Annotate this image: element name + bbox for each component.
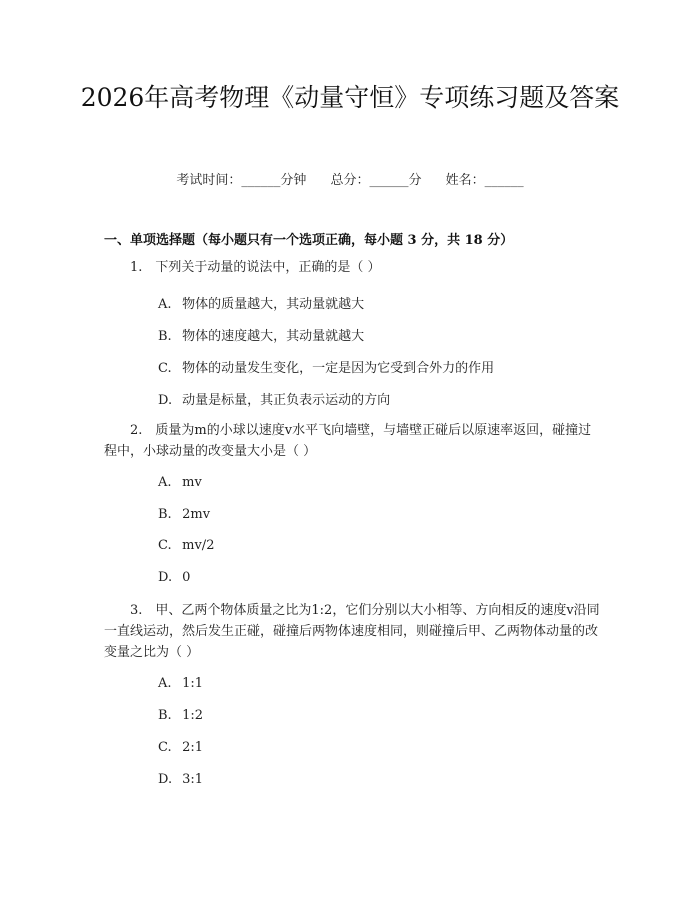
option-text: 2:1 [182, 740, 204, 755]
option-label: D. [158, 393, 173, 408]
option-label: D. [158, 570, 173, 585]
question-2-option-b [158, 507, 210, 522]
exam-info-line [0, 169, 700, 188]
page-title: 2026年高考物理《动量守恒》专项练习题及答案 [80, 83, 620, 112]
option-label: D. [158, 772, 173, 787]
option-text: 动量是标量，其正负表示运动的方向 [182, 393, 391, 408]
option-text: 1:1 [182, 676, 204, 691]
total-score-field: 总分：______分 [330, 173, 422, 188]
option-label: B. [158, 329, 172, 344]
section-heading: 一、单项选择题（每小题只有一个选项正确，每小题 3 分，共 18 分） [104, 233, 514, 248]
question-1-option-b [158, 325, 364, 344]
question-3-option-a [158, 676, 203, 691]
option-text: 2mv [182, 507, 211, 522]
question-1-option-c [158, 357, 494, 376]
option-text: mv [182, 475, 202, 490]
question-2-option-d [158, 570, 190, 585]
option-text: 0 [182, 570, 191, 585]
option-label: A. [158, 297, 172, 312]
option-text: 3:1 [182, 772, 204, 787]
question-1-option-d [158, 389, 390, 408]
option-label: B. [158, 507, 172, 522]
question-2-option-a [158, 475, 202, 490]
option-label: C. [158, 361, 172, 376]
question-2-text: 2. 质量为m的小球以速度v水平飞向墙壁，与墙壁正碰后以原速率返回，碰撞过程中，小球动量的改变量大小是（ ） [104, 423, 592, 459]
exam-time-field: 考试时间：______分钟 [176, 173, 307, 188]
option-label: C. [158, 538, 172, 553]
question-3-option-d [158, 772, 203, 787]
question-3-option-c [158, 740, 203, 755]
student-name-field: 姓名：______ [445, 173, 524, 188]
option-label: B. [158, 708, 172, 723]
option-text: 1:2 [182, 708, 204, 723]
option-text: 物体的动量发生变化，一定是因为它受到合外力的作用 [182, 361, 495, 376]
question-2-option-c [158, 538, 214, 553]
option-text: 物体的质量越大，其动量就越大 [182, 297, 365, 312]
option-text: mv/2 [182, 538, 215, 553]
question-1-option-a [158, 293, 364, 312]
question-3-option-b [158, 708, 203, 723]
option-label: A. [158, 475, 172, 490]
option-label: A. [158, 676, 172, 691]
option-label: C. [158, 740, 172, 755]
option-text: 物体的速度越大，其动量就越大 [182, 329, 365, 344]
question-3-text: 3. 甲、乙两个物体质量之比为1:2，它们分别以大小相等、方向相反的速度v沿同一直线运动，然后发生正碰，碰撞后两物体速度相同，则碰撞后甲、乙两物体动量的改变量之比为（ ） [104, 603, 600, 660]
question-1-text: 1. 下列关于动量的说法中，正确的是（ ） [130, 260, 381, 275]
